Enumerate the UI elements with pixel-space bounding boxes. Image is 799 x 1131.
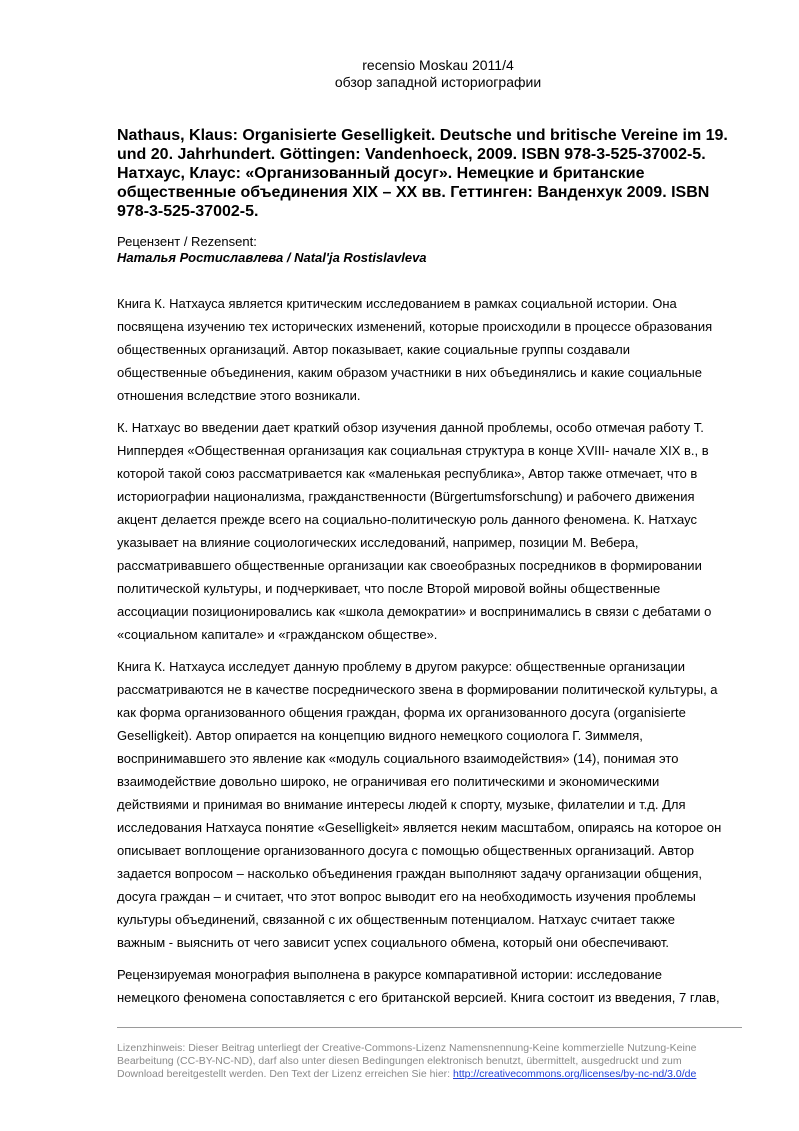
paragraph-line: «социальном капитале» и «гражданском обществе». (117, 627, 438, 642)
journal-issue: recensio Moskau 2011/4 (362, 57, 514, 73)
reviewer-label: Рецензент / Rezensent: (117, 234, 257, 249)
paragraph-line: акцент делается прежде всего на социально-политическую роль данного феномена. К. Натхаус (117, 512, 697, 527)
paragraph-line: общественные объединения, каким образом участники в них объединялись и какие социальные (117, 365, 702, 380)
footer-divider (117, 1027, 742, 1028)
body-paragraph (117, 655, 757, 954)
reviewer-block (117, 234, 427, 266)
body-paragraph (117, 416, 757, 646)
review-title (117, 126, 757, 221)
paragraph-line: важным - выяснить от чего зависит успех социального обмена, который они обеспечивают. (117, 935, 670, 950)
body-paragraph (117, 963, 757, 1009)
paragraph-line: воспринимавшего это явление как «модуль социального взаимодействия» (14), понимая это (117, 751, 679, 766)
paragraph-line: ассоциации позиционировались как «школа демократии» и воспринимались в связи с дебатами о (117, 604, 712, 619)
paragraph-line: Книга К. Натхауса является критическим исследованием в рамках социальной истории. Она (117, 296, 677, 311)
paragraph-line: Книга К. Натхауса исследует данную проблему в другом ракурсе: общественные организации (117, 659, 685, 674)
license-link[interactable]: http://creativecommons.org/licenses/by-nc-nd/3.0/de (453, 1068, 697, 1080)
title-line: und 20. Jahrhundert. Göttingen: Vandenhoeck, 2009. ISBN 978-3-525-37002-5. (117, 146, 706, 163)
title-line: Nathaus, Klaus: Organisierte Geselligkeit. Deutsche und britische Vereine im 19. (117, 127, 728, 144)
paragraph-line: посвящена изучению тех исторических изменений, которые происходили в процессе образования (117, 319, 713, 334)
review-body (117, 292, 757, 1018)
license-text-line: Bearbeitung (CC-BY-NC-ND), darf also unter diesen Bedingungen elektronisch benutzt, übermittelt, ausgedruckt und zum (117, 1055, 682, 1067)
paragraph-line: как форма организованного общения граждан, форма их организованного досуга (organisierte (117, 705, 686, 720)
paragraph-line: описывает воплощение организованного досуга с помощью общественных организаций. Автор (117, 843, 695, 858)
title-line: общественные объединения XIX – XX вв. Геттинген: Ванденхук 2009. ISBN (117, 184, 710, 201)
paragraph-line: историографии национализма, гражданственности (Bürgertumsforschung) и рабочего движения (117, 489, 695, 504)
paragraph-line: указывает на влияние социологических исследований, например, позиции М. Вебера, (117, 535, 639, 550)
license-text-line: Lizenzhinweis: Dieser Beitrag unterliegt der Creative-Commons-Lizenz Namensnennung-Keine kommerzielle Nutzung-Keine (117, 1042, 697, 1054)
paragraph-line: отношения вследствие этого возникали. (117, 388, 361, 403)
paragraph-line: действиями и принимая во внимание интересы людей к спорту, музыке, филателии и т.д. Для (117, 797, 686, 812)
paragraph-line: немецкого феномена сопоставляется с его британской версией. Книга состоит из введения, 7 глав, (117, 990, 720, 1005)
body-paragraph (117, 292, 757, 407)
license-text-line (117, 1068, 757, 1081)
title-line: Натхаус, Клаус: «Организованный досуг». Немецкие и британские (117, 165, 645, 182)
paragraph-line: рассматривавшего общественные организации как своеобразных посредников в формировании (117, 558, 702, 573)
paragraph-line: Рецензируемая монография выполнена в ракурсе компаративной истории: исследование (117, 967, 663, 982)
page-header (0, 57, 799, 91)
title-line: 978-3-525-37002-5. (117, 203, 259, 220)
journal-section: обзор западной историографии (334, 74, 542, 90)
paragraph-line: политической культуры, и подчеркивает, что после Второй мировой войны общественные (117, 581, 661, 596)
paragraph-line: которой такой союз рассматривается как «маленькая республика», Автор также отмечает, что в (117, 466, 698, 481)
paragraph-line: исследования Натхауса понятие «Geselligkeit» является неким масштабом, опираясь на которое он (117, 820, 722, 835)
paragraph-line: досуга граждан – и считает, что этот вопрос выводит его на необходимость изучения проблемы (117, 889, 696, 904)
paragraph-line: общественных организаций. Автор показывает, какие социальные группы создавали (117, 342, 630, 357)
paragraph-line: культуры объединений, связанной с их общественным потенциалом. Натхаус считает также (117, 912, 676, 927)
reviewer-name: Наталья Ростиславлева / Natal'ja Rostislavleva (117, 250, 427, 265)
license-text-line-start: Download bereitgestellt werden. Den Text der Lizenz erreichen Sie hier: (117, 1068, 453, 1080)
paragraph-line: взаимодействие довольно широко, не ограничивая его политическими и экономическими (117, 774, 660, 789)
paragraph-line: К. Натхаус во введении дает краткий обзор изучения данной проблемы, особо отмечая работу Т. (117, 420, 704, 435)
paragraph-line: Geselligkeit). Автор опирается на концепцию видного немецкого социолога Г. Зиммеля, (117, 728, 643, 743)
paragraph-line: Ниппердея «Общественная организация как социальная структура в конце XVIII- начале XIX в., в (117, 443, 709, 458)
license-footer (117, 1042, 757, 1081)
paragraph-line: рассматриваются не в качестве посреднического звена в формировании политической культуры, а (117, 682, 718, 697)
paragraph-line: задается вопросом – насколько объединения граждан выполняют задачу организации общения, (117, 866, 702, 881)
